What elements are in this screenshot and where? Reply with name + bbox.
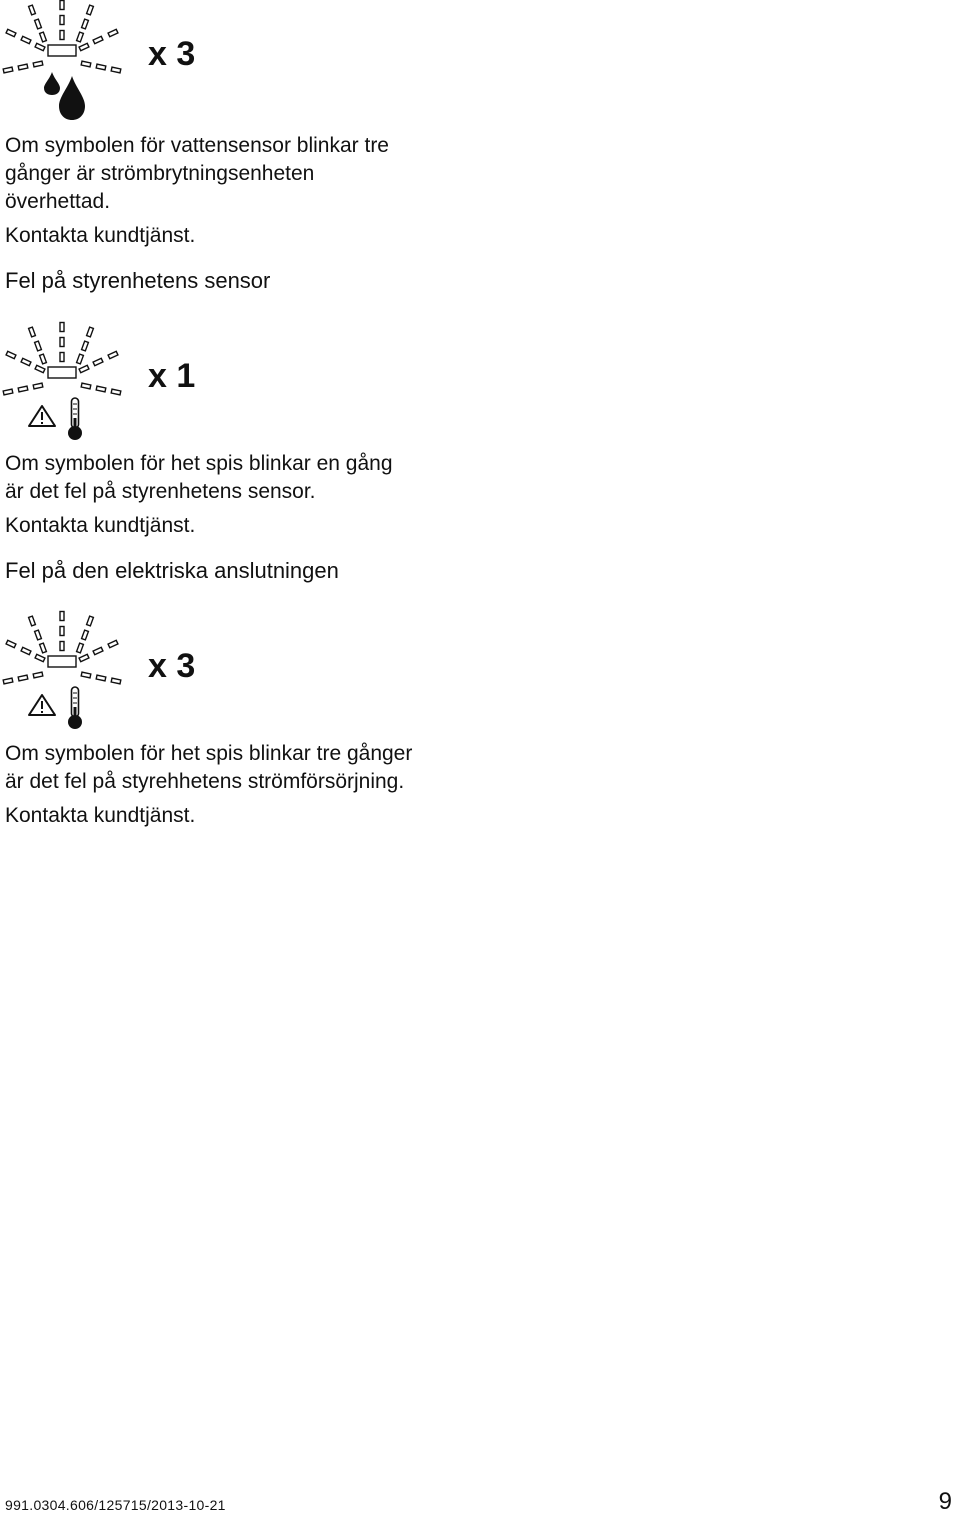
description-line: gånger är strömbrytningsenheten <box>5 162 315 185</box>
section-heading: Fel på styrenhetens sensor <box>5 268 271 293</box>
water-sensor-description <box>5 132 389 250</box>
water-drop-blinking-icon <box>0 0 130 124</box>
page-number: 9 <box>938 1488 952 1515</box>
blink-count-label: x 3 <box>148 647 196 685</box>
blink-count-label: x 3 <box>148 35 196 73</box>
contact-support-text: Kontakta kundtjänst. <box>5 224 196 247</box>
description-line: Om symbolen för vattensensor blinkar tre <box>5 134 389 157</box>
contact-support-text: Kontakta kundtjänst. <box>5 514 196 537</box>
controller-sensor-description <box>5 450 393 540</box>
hot-warning-blinking-icon <box>0 322 130 446</box>
document-code: 991.0304.606/125715/2013-10-21 <box>5 1497 226 1513</box>
description-line: är det fel på styrehhetens strömförsörjning. <box>5 770 405 793</box>
description-line: Om symbolen för het spis blinkar tre gånger <box>5 742 413 765</box>
section-heading: Fel på den elektriska anslutningen <box>5 558 339 583</box>
blink-count-label: x 1 <box>148 357 196 395</box>
description-line: överhettad. <box>5 190 111 213</box>
electrical-description <box>5 740 412 830</box>
description-line: är det fel på styrenhetens sensor. <box>5 480 316 503</box>
description-line: Om symbolen för het spis blinkar en gång <box>5 452 393 475</box>
contact-support-text: Kontakta kundtjänst. <box>5 804 196 827</box>
hot-warning-blinking-icon <box>0 611 130 735</box>
